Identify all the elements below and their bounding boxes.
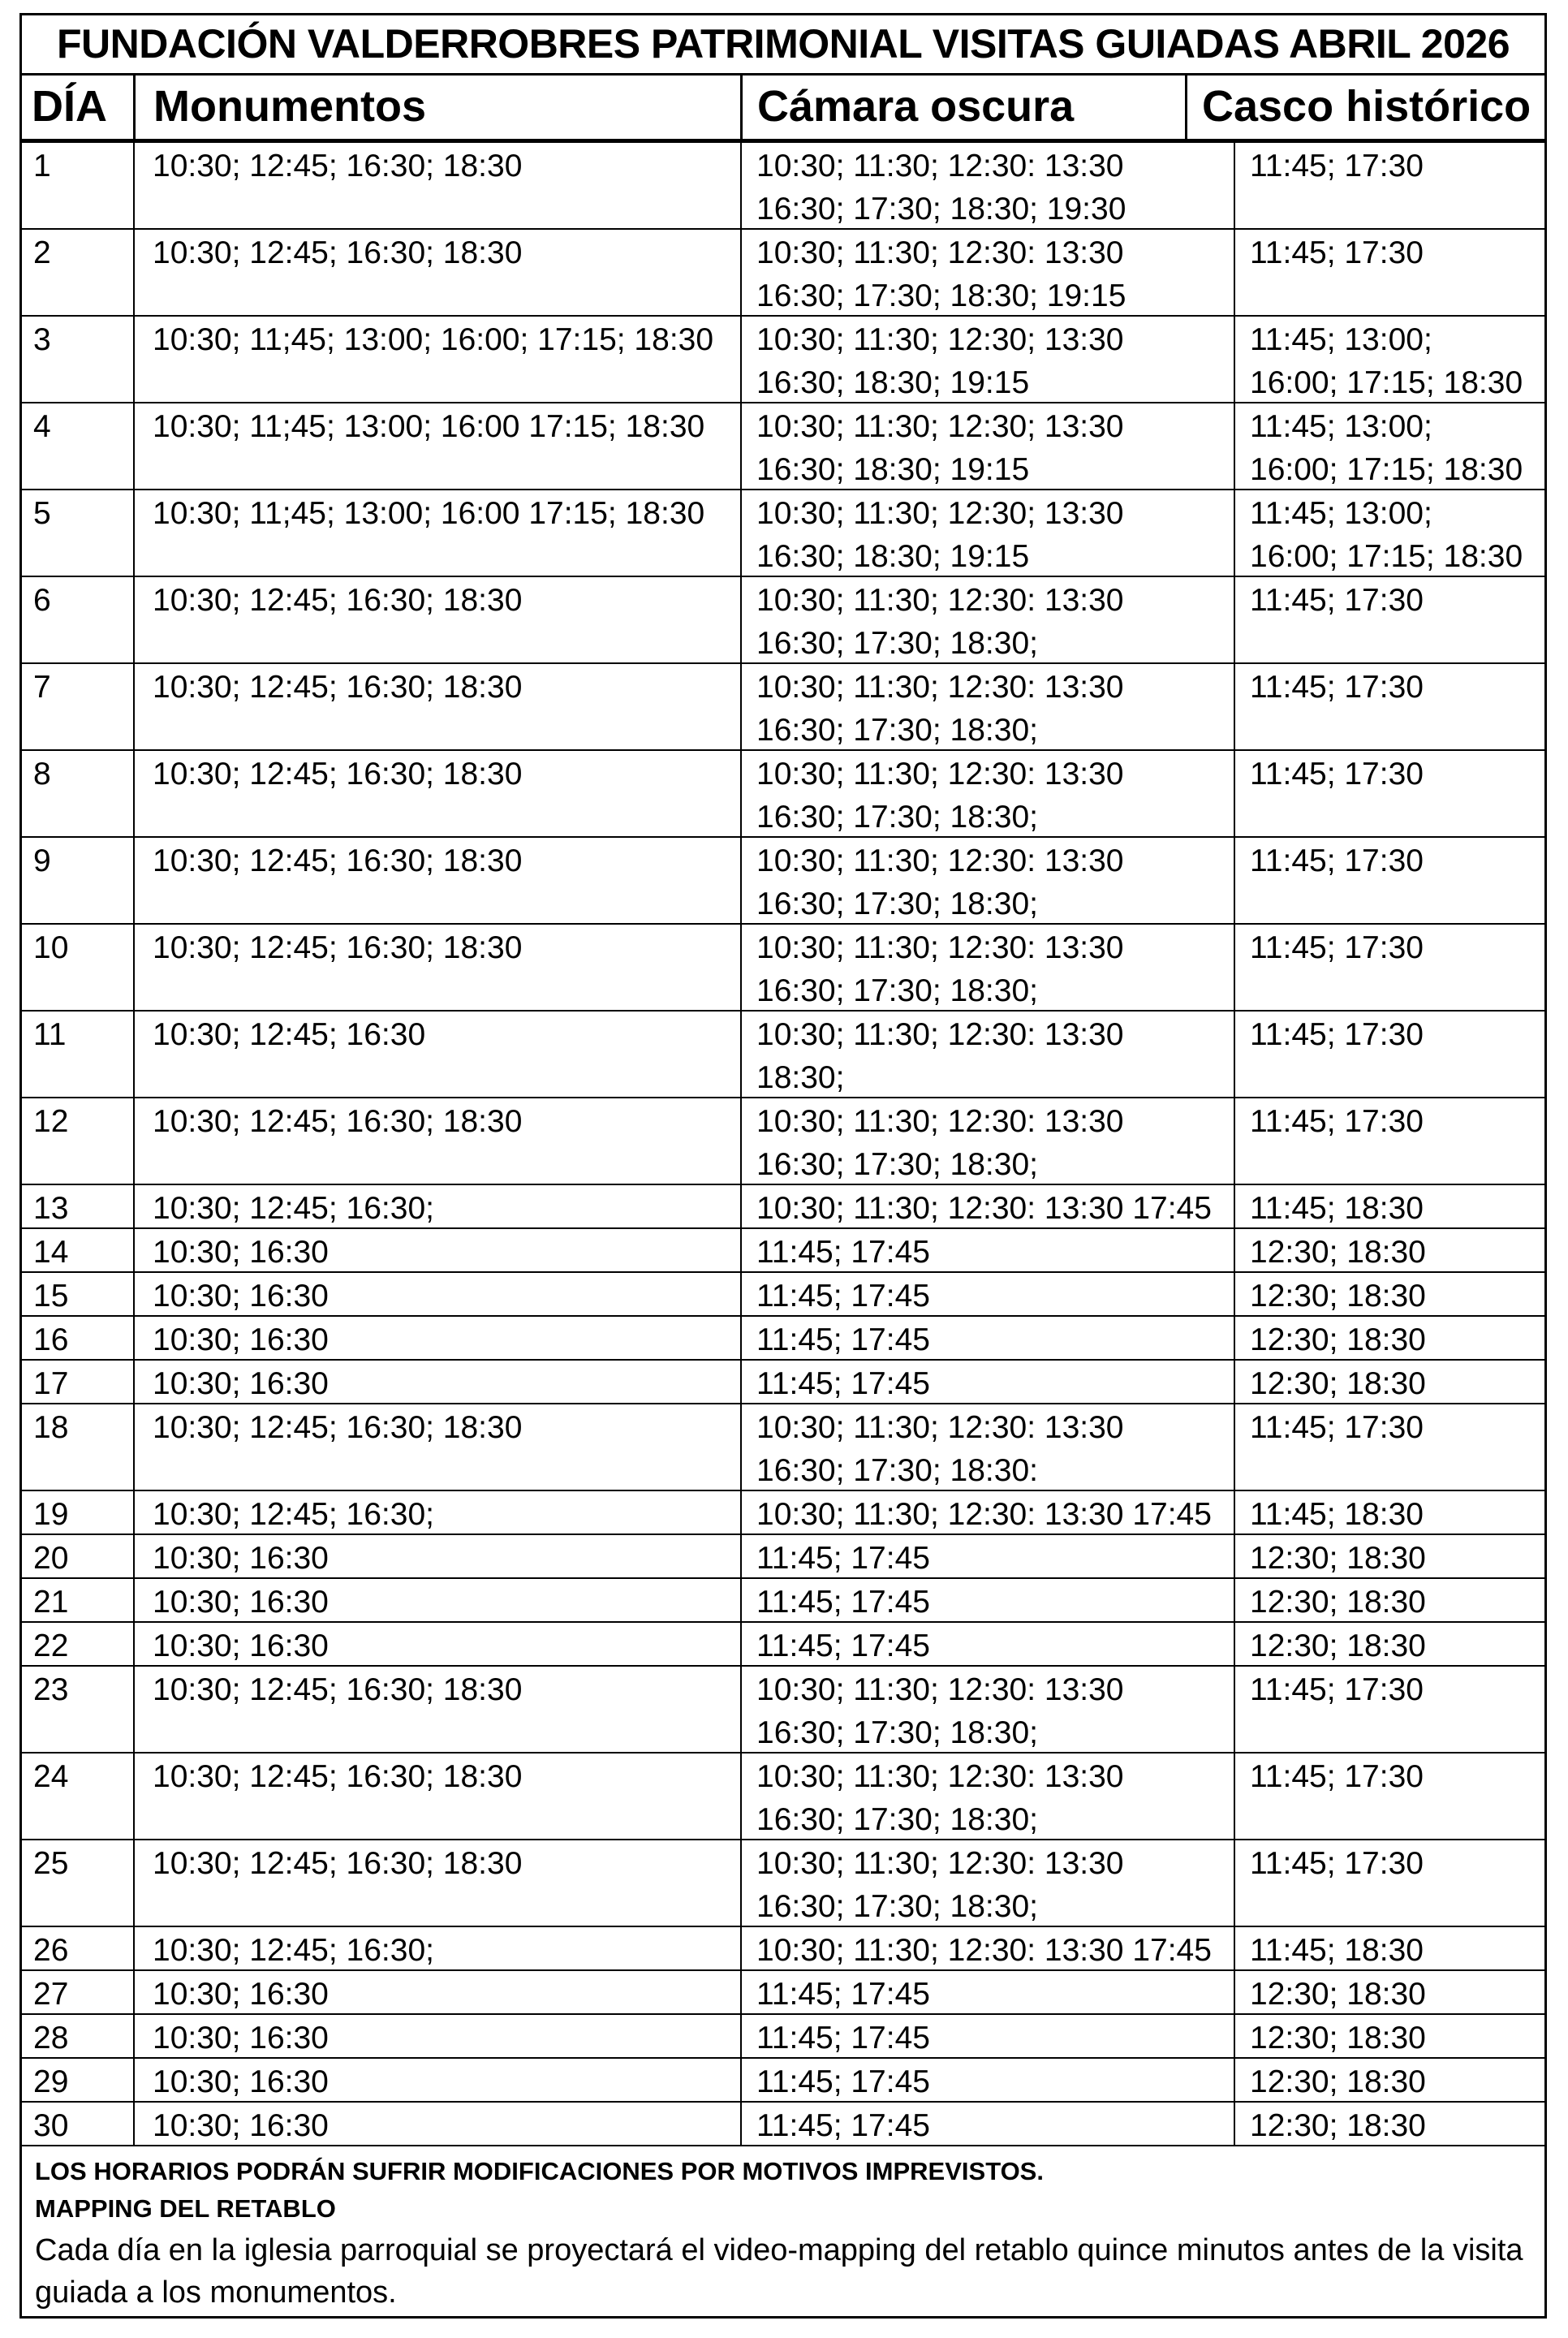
old-town-cell: 12:30; 18:30 xyxy=(1234,1535,1547,1577)
day-cell: 6 xyxy=(33,583,51,618)
monuments-cell: 10:30; 16:30 xyxy=(133,1229,740,1271)
old-town-cell: 11:45; 13:00; 16:00; 17:15; 18:30 xyxy=(1234,317,1547,402)
monuments-cell: 10:30; 12:45; 16:30; 18:30 xyxy=(133,143,740,228)
monuments-cell: 10:30; 11;45; 13:00; 16:00 17:15; 18:30 xyxy=(133,403,740,489)
header-old-town: Casco histórico xyxy=(1185,75,1547,139)
old-town-cell: 11:45; 17:30 xyxy=(1234,1098,1547,1184)
camera-cell: 10:30; 11:30; 12:30: 13:30 16:30; 17:30; 18:30; 19:30 xyxy=(740,143,1234,228)
table-row xyxy=(22,577,1544,664)
day-cell: 30 xyxy=(33,2108,69,2143)
mapping-heading: MAPPING DEL RETABLO xyxy=(35,2194,336,2223)
day-cell: 27 xyxy=(33,1977,69,2012)
table-row xyxy=(22,1185,1544,1229)
monuments-cell: 10:30; 11;45; 13:00; 16:00; 17:15; 18:30 xyxy=(133,317,740,402)
day-cell: 15 xyxy=(33,1279,69,1314)
camera-cell: 10:30; 11:30; 12:30; 13:30 16:30; 18:30; 19:15 xyxy=(740,317,1234,402)
camera-cell: 11:45; 17:45 xyxy=(740,1535,1234,1577)
old-town-cell: 11:45; 13:00; 16:00; 17:15; 18:30 xyxy=(1234,490,1547,576)
day-cell: 2 xyxy=(33,235,51,270)
table-row xyxy=(22,1098,1544,1185)
table-row xyxy=(22,490,1544,577)
old-town-cell: 11:45; 17:30 xyxy=(1234,925,1547,1010)
camera-cell: 10:30; 11:30; 12:30: 13:30 16:30; 17:30; 18:30; xyxy=(740,577,1234,662)
table-row xyxy=(22,664,1544,751)
monuments-cell: 10:30; 12:45; 16:30; xyxy=(133,1491,740,1534)
old-town-cell: 11:45; 17:30 xyxy=(1234,143,1547,228)
day-cell: 1 xyxy=(33,149,51,183)
camera-cell: 10:30; 11:30; 12:30: 13:30 17:45 xyxy=(740,1927,1234,1969)
old-town-cell: 12:30; 18:30 xyxy=(1234,1273,1547,1315)
table-row xyxy=(22,1840,1544,1927)
table-header xyxy=(22,75,1544,143)
day-cell: 8 xyxy=(33,757,51,792)
header-camera: Cámara oscura xyxy=(740,75,1185,139)
old-town-cell: 12:30; 18:30 xyxy=(1234,1579,1547,1621)
table-row xyxy=(22,1317,1544,1361)
camera-cell: 11:45; 17:45 xyxy=(740,1273,1234,1315)
monuments-cell: 10:30; 16:30 xyxy=(133,1623,740,1665)
monuments-cell: 10:30; 12:45; 16:30; 18:30 xyxy=(133,751,740,836)
day-cell: 25 xyxy=(33,1846,69,1881)
old-town-cell: 11:45; 18:30 xyxy=(1234,1185,1547,1227)
monuments-cell: 10:30; 11;45; 13:00; 16:00 17:15; 18:30 xyxy=(133,490,740,576)
old-town-cell: 12:30; 18:30 xyxy=(1234,2103,1547,2145)
table-row xyxy=(22,838,1544,925)
day-cell: 5 xyxy=(33,496,51,531)
camera-cell: 11:45; 17:45 xyxy=(740,2059,1234,2101)
table-row xyxy=(22,1971,1544,2015)
day-cell: 23 xyxy=(33,1672,69,1707)
camera-cell: 10:30; 11:30; 12:30: 13:30 16:30; 17:30; 18:30; xyxy=(740,1667,1234,1752)
monuments-cell: 10:30; 12:45; 16:30; 18:30 xyxy=(133,1404,740,1490)
monuments-cell: 10:30; 12:45; 16:30; 18:30 xyxy=(133,1098,740,1184)
camera-cell: 10:30; 11:30; 12:30; 13:30 16:30; 18:30; 19:15 xyxy=(740,403,1234,489)
old-town-cell: 11:45; 17:30 xyxy=(1234,838,1547,923)
old-town-cell: 12:30; 18:30 xyxy=(1234,1971,1547,2013)
day-cell: 7 xyxy=(33,670,51,705)
camera-cell: 11:45; 17:45 xyxy=(740,1623,1234,1665)
old-town-cell: 11:45; 17:30 xyxy=(1234,1754,1547,1839)
table-row xyxy=(22,1535,1544,1579)
document-title: FUNDACIÓN VALDERROBRES PATRIMONIAL VISITAS GUIADAS ABRIL 2026 xyxy=(22,15,1544,75)
monuments-cell: 10:30; 16:30 xyxy=(133,1971,740,2013)
camera-cell: 11:45; 17:45 xyxy=(740,2103,1234,2145)
camera-cell: 10:30; 11:30; 12:30: 13:30 17:45 xyxy=(740,1185,1234,1227)
old-town-cell: 11:45; 17:30 xyxy=(1234,1404,1547,1490)
monuments-cell: 10:30; 16:30 xyxy=(133,1361,740,1403)
monuments-cell: 10:30; 12:45; 16:30; 18:30 xyxy=(133,1840,740,1926)
old-town-cell: 11:45; 17:30 xyxy=(1234,1667,1547,1752)
day-cell: 19 xyxy=(33,1497,69,1532)
old-town-cell: 11:45; 17:30 xyxy=(1234,577,1547,662)
table-row xyxy=(22,230,1544,317)
table-row xyxy=(22,1927,1544,1971)
day-cell: 26 xyxy=(33,1933,69,1968)
monuments-cell: 10:30; 16:30 xyxy=(133,2015,740,2057)
old-town-cell: 11:45; 18:30 xyxy=(1234,1927,1547,1969)
camera-cell: 11:45; 17:45 xyxy=(740,1579,1234,1621)
table-row xyxy=(22,317,1544,403)
monuments-cell: 10:30; 12:45; 16:30; 18:30 xyxy=(133,1754,740,1839)
monuments-cell: 10:30; 16:30 xyxy=(133,1273,740,1315)
monuments-cell: 10:30; 16:30 xyxy=(133,1535,740,1577)
table-row xyxy=(22,1623,1544,1667)
table-row xyxy=(22,751,1544,838)
day-cell: 14 xyxy=(33,1235,69,1270)
old-town-cell: 12:30; 18:30 xyxy=(1234,1317,1547,1359)
camera-cell: 10:30; 11:30; 12:30: 13:30 16:30; 17:30; 18:30; xyxy=(740,1098,1234,1184)
table-row xyxy=(22,1667,1544,1754)
day-cell: 13 xyxy=(33,1191,69,1226)
table-row xyxy=(22,403,1544,490)
day-cell: 28 xyxy=(33,2021,69,2055)
table-row xyxy=(22,1273,1544,1317)
monuments-cell: 10:30; 12:45; 16:30; 18:30 xyxy=(133,925,740,1010)
monuments-cell: 10:30; 12:45; 16:30; 18:30 xyxy=(133,230,740,315)
camera-cell: 11:45; 17:45 xyxy=(740,1317,1234,1359)
mapping-text: Cada día en la iglesia parroquial se proyectará el video-mapping del retablo quince minutos antes de la visita guiada a los monumentos. xyxy=(35,2233,1523,2310)
table-row xyxy=(22,1229,1544,1273)
day-cell: 12 xyxy=(33,1104,69,1139)
camera-cell: 10:30; 11:30; 12:30: 13:30 16:30; 17:30; 18:30; xyxy=(740,925,1234,1010)
day-cell: 17 xyxy=(33,1366,69,1401)
day-cell: 29 xyxy=(33,2064,69,2099)
day-cell: 22 xyxy=(33,1628,69,1663)
monuments-cell: 10:30; 12:45; 16:30; 18:30 xyxy=(133,1667,740,1752)
schedule-table-body xyxy=(22,143,1544,2146)
camera-cell: 10:30; 11:30; 12:30: 13:30 18:30; xyxy=(740,1012,1234,1097)
camera-cell: 10:30; 11:30; 12:30: 13:30 16:30; 17:30; 18:30; xyxy=(740,1754,1234,1839)
schedule-warning: LOS HORARIOS PODRÁN SUFRIR MODIFICACIONES POR MOTIVOS IMPREVISTOS. xyxy=(35,2157,1044,2185)
old-town-cell: 11:45; 17:30 xyxy=(1234,664,1547,749)
day-cell: 24 xyxy=(33,1759,69,1794)
day-cell: 11 xyxy=(33,1017,67,1052)
old-town-cell: 11:45; 13:00; 16:00; 17:15; 18:30 xyxy=(1234,403,1547,489)
camera-cell: 10:30; 11:30; 12:30: 13:30 16:30; 17:30; 18:30; xyxy=(740,664,1234,749)
old-town-cell: 12:30; 18:30 xyxy=(1234,1623,1547,1665)
old-town-cell: 12:30; 18:30 xyxy=(1234,1361,1547,1403)
table-row xyxy=(22,2103,1544,2146)
camera-cell: 10:30; 11:30; 12:30: 13:30 16:30; 17:30; 18:30; 19:15 xyxy=(740,230,1234,315)
monuments-cell: 10:30; 12:45; 16:30; xyxy=(133,1927,740,1969)
camera-cell: 10:30; 11:30; 12:30: 13:30 16:30; 17:30; 18:30; xyxy=(740,751,1234,836)
camera-cell: 10:30; 11:30; 12:30: 13:30 16:30; 17:30; 18:30; xyxy=(740,838,1234,923)
day-cell: 4 xyxy=(33,409,51,444)
old-town-cell: 11:45; 17:30 xyxy=(1234,751,1547,836)
monuments-cell: 10:30; 12:45; 16:30; xyxy=(133,1185,740,1227)
monuments-cell: 10:30; 12:45; 16:30 xyxy=(133,1012,740,1097)
monuments-cell: 10:30; 16:30 xyxy=(133,1317,740,1359)
monuments-cell: 10:30; 16:30 xyxy=(133,2059,740,2101)
day-cell: 21 xyxy=(33,1585,69,1620)
table-row xyxy=(22,1012,1544,1098)
monuments-cell: 10:30; 12:45; 16:30; 18:30 xyxy=(133,664,740,749)
monuments-cell: 10:30; 12:45; 16:30; 18:30 xyxy=(133,838,740,923)
day-cell: 20 xyxy=(33,1541,69,1576)
camera-cell: 11:45; 17:45 xyxy=(740,1361,1234,1403)
schedule-document xyxy=(19,13,1547,2319)
header-monuments: Monumentos xyxy=(133,75,740,139)
table-row xyxy=(22,1491,1544,1535)
day-cell: 16 xyxy=(33,1322,69,1357)
old-town-cell: 11:45; 17:30 xyxy=(1234,230,1547,315)
day-cell: 3 xyxy=(33,322,51,357)
day-cell: 18 xyxy=(33,1410,69,1445)
notes-section xyxy=(22,2146,1544,2314)
table-row xyxy=(22,2015,1544,2059)
old-town-cell: 11:45; 17:30 xyxy=(1234,1012,1547,1097)
monuments-cell: 10:30; 16:30 xyxy=(133,1579,740,1621)
table-row xyxy=(22,1579,1544,1623)
old-town-cell: 12:30; 18:30 xyxy=(1234,2059,1547,2101)
header-day: DÍA xyxy=(32,82,107,131)
monuments-cell: 10:30; 12:45; 16:30; 18:30 xyxy=(133,577,740,662)
table-row xyxy=(22,2059,1544,2103)
table-row xyxy=(22,1404,1544,1491)
old-town-cell: 12:30; 18:30 xyxy=(1234,1229,1547,1271)
old-town-cell: 11:45; 17:30 xyxy=(1234,1840,1547,1926)
camera-cell: 10:30; 11:30; 12:30; 13:30 16:30; 18:30; 19:15 xyxy=(740,490,1234,576)
table-row xyxy=(22,925,1544,1012)
table-row xyxy=(22,1361,1544,1404)
camera-cell: 10:30; 11:30; 12:30: 13:30 16:30; 17:30; 18:30; xyxy=(740,1840,1234,1926)
table-row xyxy=(22,143,1544,230)
camera-cell: 11:45; 17:45 xyxy=(740,1971,1234,2013)
old-town-cell: 11:45; 18:30 xyxy=(1234,1491,1547,1534)
old-town-cell: 12:30; 18:30 xyxy=(1234,2015,1547,2057)
camera-cell: 11:45; 17:45 xyxy=(740,1229,1234,1271)
monuments-cell: 10:30; 16:30 xyxy=(133,2103,740,2145)
camera-cell: 11:45; 17:45 xyxy=(740,2015,1234,2057)
camera-cell: 10:30; 11:30; 12:30: 13:30 16:30; 17:30; 18:30: xyxy=(740,1404,1234,1490)
table-row xyxy=(22,1754,1544,1840)
day-cell: 10 xyxy=(33,930,69,965)
camera-cell: 10:30; 11:30; 12:30: 13:30 17:45 xyxy=(740,1491,1234,1534)
day-cell: 9 xyxy=(33,843,51,878)
